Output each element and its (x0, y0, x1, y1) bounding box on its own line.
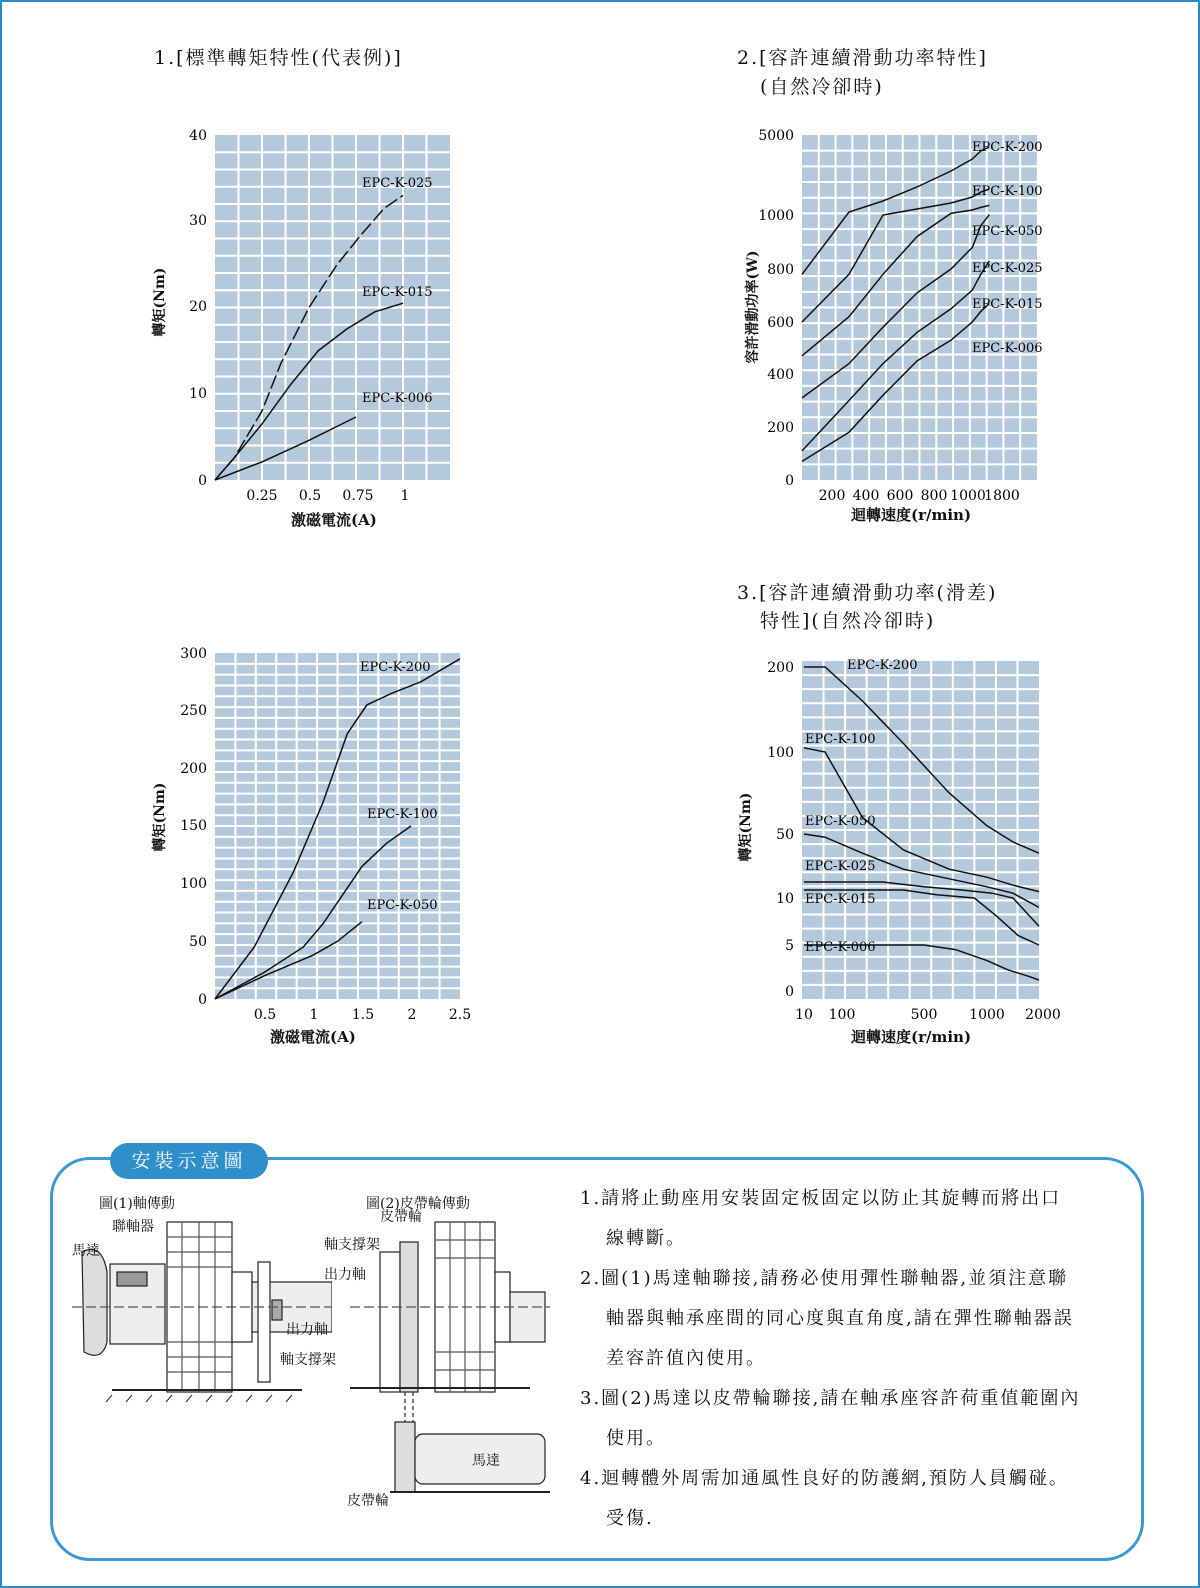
x-tick-label: 1000 (969, 1007, 1005, 1023)
chart-2-title-line2: (自然冷卻時) (760, 76, 884, 98)
x-tick-label: 1000 (950, 488, 986, 504)
y-tick-label: 200 (180, 761, 207, 777)
y-tick-label: 10 (189, 386, 207, 402)
fig1-caption: 圖(1)軸傳動 (99, 1196, 175, 1212)
series-label-epc-k-050: EPC-K-050 (972, 224, 1043, 239)
x-tick-label: 0.5 (298, 488, 322, 504)
x-tick-label: 10 (795, 1007, 813, 1023)
chart-3-title-line2: 特性](自然冷卻時) (760, 610, 936, 632)
y-tick-label: 200 (767, 420, 794, 436)
series-label-epc-k-100: EPC-K-100 (972, 184, 1043, 199)
y-tick-label: 0 (785, 473, 794, 489)
x-tick-label: 1 (309, 1007, 319, 1023)
x-tick-label: 1.5 (351, 1007, 375, 1023)
y-tick-label: 400 (767, 367, 794, 383)
fig1-label-output-shaft: 出力軸 (286, 1322, 328, 1338)
x-tick-label: 2000 (1025, 1007, 1061, 1023)
y-tick-label: 30 (189, 213, 207, 229)
y-tick-label: 0 (198, 992, 207, 1008)
series-label-epc-k-015: EPC-K-015 (972, 297, 1043, 312)
y-tick-label: 300 (180, 646, 207, 662)
chart-1-y-title: 轉矩(Nm) (152, 267, 168, 337)
note-1-line1: 1.請將止動座用安裝固定板固定以防止其旋轉而將出口 (580, 1188, 1062, 1209)
y-tick-label: 600 (767, 315, 794, 331)
chart-3-y-title: 轉矩(Nm) (738, 792, 754, 862)
y-tick-label: 5000 (758, 128, 794, 144)
x-tick-label: 400 (852, 488, 880, 504)
y-tick-label: 150 (180, 818, 207, 834)
x-tick-label: 0.25 (246, 488, 278, 504)
y-tick-label: 100 (767, 745, 794, 761)
series-label-epc-k-015: EPC-K-015 (805, 892, 876, 907)
chart-4-y-title: 轉矩(Nm) (152, 782, 168, 852)
note-2-line3: 差容許值內使用。 (606, 1348, 766, 1369)
x-tick-label: 200 (818, 488, 846, 504)
y-tick-label: 50 (189, 934, 207, 950)
x-tick-label: 2.5 (448, 1007, 472, 1023)
y-tick-label: 5 (785, 938, 794, 954)
chart-4-x-title: 激磁電流(A) (270, 1028, 356, 1046)
chart-3-x-title: 迴轉速度(r/min) (851, 1028, 972, 1046)
chart-3-title-line1: 3.[容許連續滑動功率(滑差) (737, 582, 998, 604)
series-label-epc-k-200: EPC-K-200 (847, 658, 918, 673)
note-1-line2: 線轉斷。 (606, 1228, 686, 1249)
chart-1-x-title: 激磁電流(A) (291, 511, 377, 529)
series-label-epc-k-200: EPC-K-200 (360, 660, 431, 675)
charts-layer (2, 2, 1198, 1142)
chart-2-x-title: 迴轉速度(r/min) (851, 506, 972, 524)
fig2-diagram (350, 1212, 560, 1502)
x-tick-label: 2 (407, 1007, 417, 1023)
note-4-line1: 4.迴轉體外周需加通風性良好的防護網,預防人員觸碰。 (580, 1468, 1069, 1489)
series-label-epc-k-025: EPC-K-025 (362, 176, 433, 191)
y-tick-label: 40 (189, 128, 207, 144)
chart-c3 (767, 658, 1061, 1023)
x-tick-label: 0.5 (253, 1007, 277, 1023)
fig1-diagram (72, 1212, 332, 1412)
fig2-label-output-shaft: 出力軸 (324, 1267, 366, 1283)
fig2-label-pulley-bottom: 皮帶輪 (347, 1493, 389, 1509)
install-tab: 安裝示意圖 (110, 1143, 268, 1179)
series-label-epc-k-025: EPC-K-025 (805, 859, 876, 874)
fig2-label-pulley-top: 皮帶輪 (380, 1209, 422, 1225)
chart-c1 (189, 128, 450, 504)
x-tick-label: 1 (400, 488, 410, 504)
x-tick-label: 800 (920, 488, 948, 504)
series-label-epc-k-050: EPC-K-050 (367, 898, 438, 913)
y-tick-label: 200 (767, 660, 794, 676)
series-label-epc-k-006: EPC-K-006 (362, 391, 433, 406)
chart-c4 (180, 646, 471, 1023)
y-tick-label: 0 (198, 473, 207, 489)
y-tick-label: 1000 (758, 208, 794, 224)
fig1-label-motor: 馬達 (72, 1243, 100, 1259)
chart-c2 (758, 128, 1042, 504)
note-3-line1: 3.圖(2)馬達以皮帶輪聯接,請在軸承座容許荷重值範圍內 (580, 1388, 1081, 1409)
note-4-line2: 受傷. (606, 1508, 654, 1529)
fig1-label-shaft-support: 軸支撐架 (280, 1352, 336, 1368)
fig2-label-motor: 馬達 (472, 1453, 500, 1469)
x-tick-label: 0.75 (342, 488, 374, 504)
x-tick-label: 1800 (984, 488, 1020, 504)
note-3-line2: 使用。 (606, 1428, 666, 1449)
series-label-epc-k-200: EPC-K-200 (972, 140, 1043, 155)
series-label-epc-k-015: EPC-K-015 (362, 285, 433, 300)
y-tick-label: 0 (785, 984, 794, 1000)
chart-2-y-title: 容許滑動功率(W) (745, 250, 761, 364)
series-label-epc-k-050: EPC-K-050 (805, 814, 876, 829)
y-tick-label: 10 (776, 891, 794, 907)
series-label-epc-k-100: EPC-K-100 (367, 807, 438, 822)
series-label-epc-k-006: EPC-K-006 (972, 341, 1043, 356)
y-tick-label: 250 (180, 703, 207, 719)
series-label-epc-k-100: EPC-K-100 (805, 732, 876, 747)
note-2-line1: 2.圖(1)馬達軸聯接,請務必使用彈性聯軸器,並須注意聯 (580, 1268, 1069, 1289)
y-tick-label: 50 (776, 827, 794, 843)
note-2-line2: 軸器與軸承座間的同心度與直角度,請在彈性聯軸器誤 (606, 1308, 1074, 1329)
x-tick-label: 100 (828, 1007, 856, 1023)
chart-1-title: 1.[標準轉矩特性(代表例)] (154, 47, 403, 69)
y-tick-label: 100 (180, 876, 207, 892)
series-label-epc-k-006: EPC-K-006 (805, 940, 876, 955)
series-label-epc-k-025: EPC-K-025 (972, 261, 1043, 276)
x-tick-label: 600 (886, 488, 914, 504)
chart-2-title-line1: 2.[容許連續滑動功率特性] (737, 47, 988, 69)
fig2-caption: 圖(2)皮帶輪傳動 (366, 1196, 470, 1212)
fig1-label-coupling: 聯軸器 (112, 1219, 154, 1235)
y-tick-label: 800 (767, 262, 794, 278)
y-tick-label: 20 (189, 299, 207, 315)
x-tick-label: 500 (910, 1007, 938, 1023)
fig2-label-shaft-support: 軸支撐架 (324, 1237, 380, 1253)
